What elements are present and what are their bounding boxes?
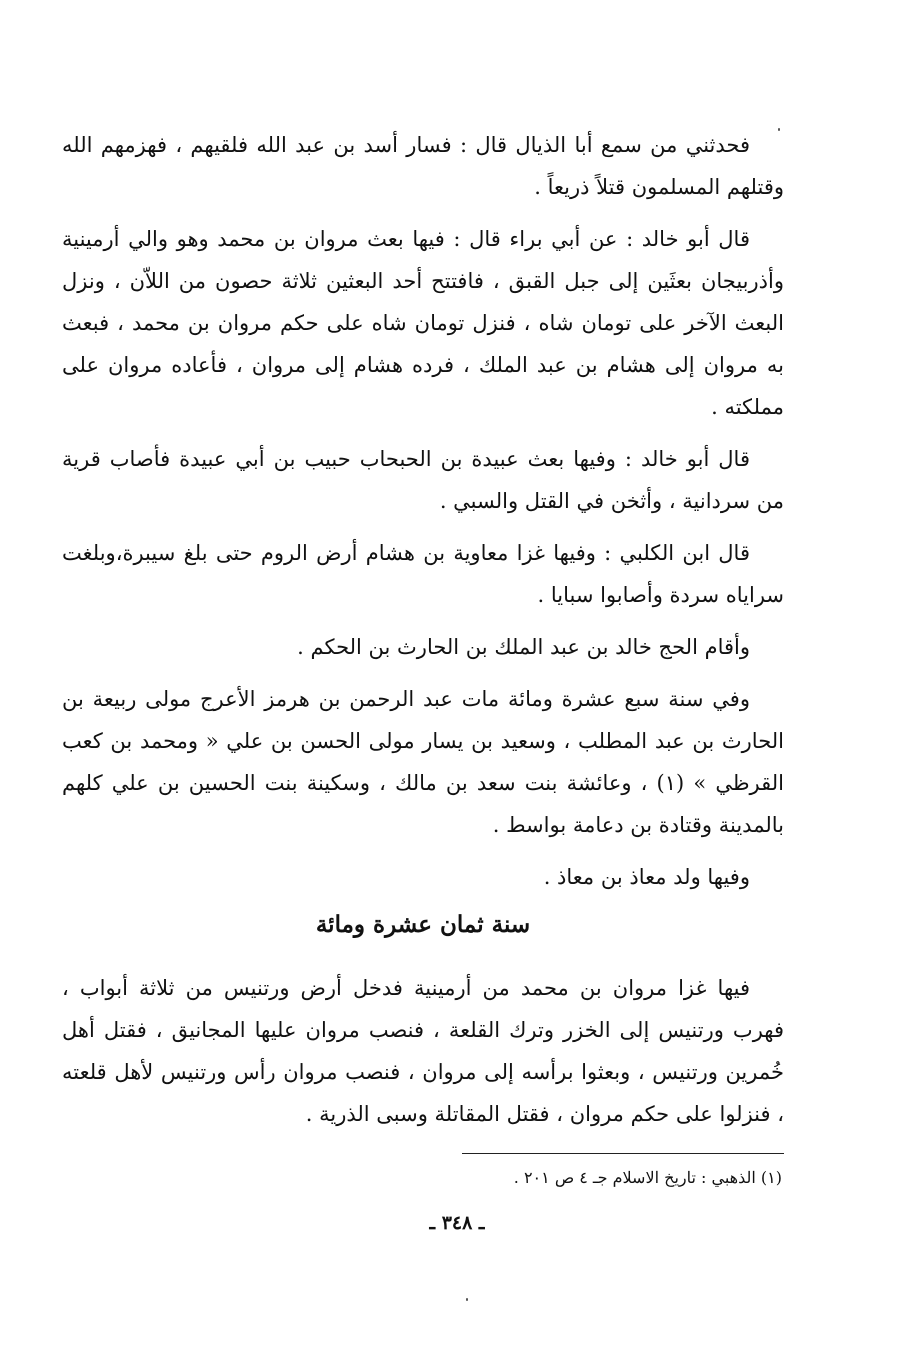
paragraph-6: وفي سنة سبع عشرة ومائة مات عبد الرحمن بن هرمز الأعرج مولى ربيعة بن الحارث بن عبد المطلب ، وسعيد بن يسار مولى الحسن بن علي « ومحمد بن كعب القرظي » (١) ، وعائشة بنت سعد بن مالك ، وسكينة بنت الحسين بن علي كلهم بالمدينة وقتادة بن دعامة بواسط . xyxy=(62,687,784,837)
footnote-divider xyxy=(462,1153,784,1154)
section-paragraph: فيها غزا مروان بن محمد من أرمينية فدخل أرض ورتنيس من ثلاثة أبواب ، فهرب ورتنيس إلى الخزر وترك القلعة ، فنصب مروان عليها المجانيق ، فقتل أهل خُمرين ورتنيس ، وبعثوا برأسه إلى مروان ، فنصب مروان رأس ورتنيس لأهل قلعته ، فنزلوا على حكم مروان ، فقتل المقاتلة وسبى الذرية . xyxy=(62,976,784,1126)
scan-speck xyxy=(778,128,780,131)
scan-speck xyxy=(466,1298,468,1301)
section-heading: سنة ثمان عشرة ومائة xyxy=(315,911,531,938)
paragraph-4: قال ابن الكلبي : وفيها غزا معاوية بن هشام أرض الروم حتى بلغ سيبرة،وبلغت سراياه سردة وأصابوا سبايا . xyxy=(62,541,784,607)
paragraph-2: قال أبو خالد : عن أبي براء قال : فيها بعث مروان بن محمد وهو والي أرمينية وأذربيجان بعثَين إلى جبل القبق ، فافتتح أحد البعثين ثلاثة حصون من اللاّن ، ونزل البعث الآخر على تومان شاه ، فنزل تومان شاه على حكم مروان بن محمد ، فبعث به مروان إلى هشام بن عبد الملك ، فرده هشام إلى مروان ، فأعاده مروان على مملكته . xyxy=(62,227,784,419)
paragraph-5: وأقام الحج خالد بن عبد الملك بن الحارث بن الحكم . xyxy=(297,635,750,659)
footnote: (١) الذهبي : تاريخ الاسلام جـ ٤ ص ٢٠١ . xyxy=(513,1168,782,1187)
paragraph-7: وفيها ولد معاذ بن معاذ . xyxy=(543,865,750,889)
section-text-block xyxy=(62,967,784,1145)
paragraph-1: فحدثني من سمع أبا الذيال قال : فسار أسد بن عبد الله فلقيهم ، فهزمهم الله وقتلهم المسلمون قتلاً ذريعاً . xyxy=(62,133,784,199)
page-number: ـ ٣٤٨ ـ xyxy=(429,1212,485,1234)
main-text-block xyxy=(62,124,784,908)
paragraph-3: قال أبو خالد : وفيها بعث عبيدة بن الحبحاب حبيب بن أبي عبيدة فأصاب قرية من سردانية ، وأثخن في القتل والسبي . xyxy=(62,447,784,513)
